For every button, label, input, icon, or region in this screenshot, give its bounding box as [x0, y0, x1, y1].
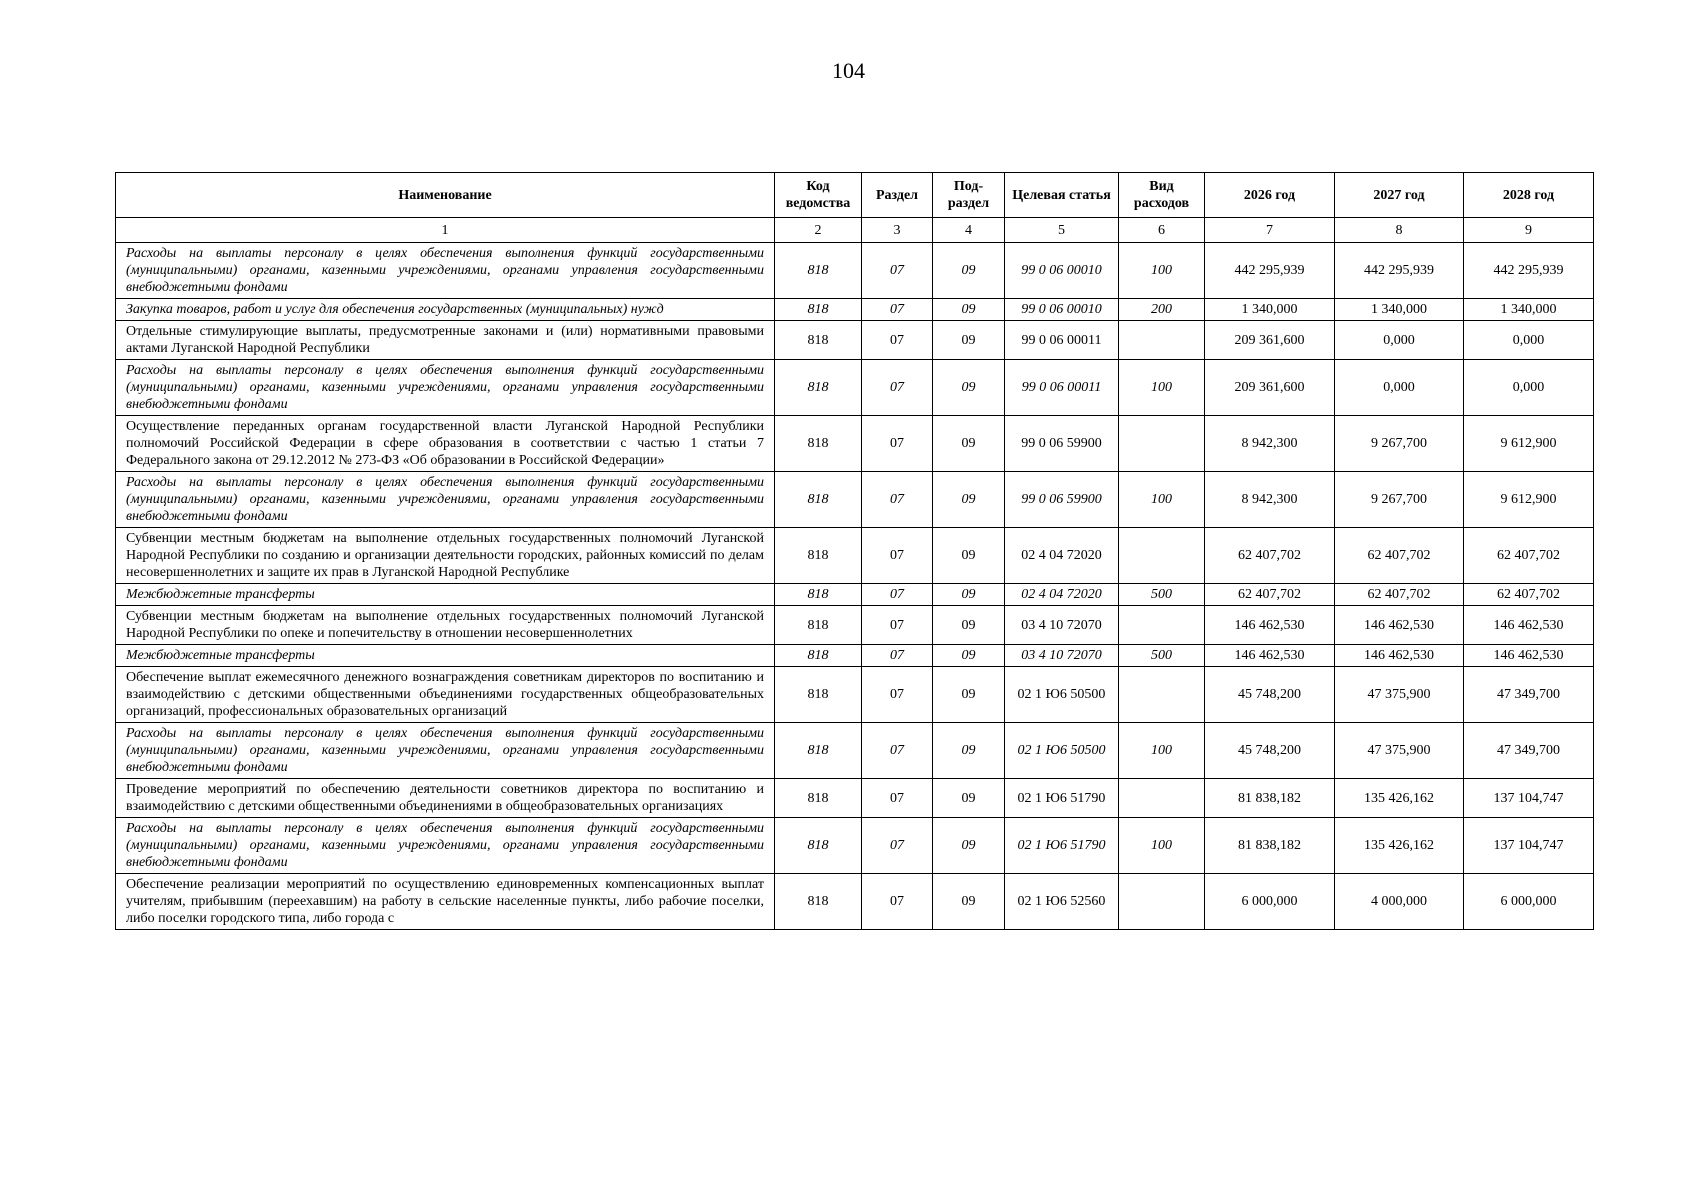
- cell-target-article: 02 1 Ю6 50500: [1005, 667, 1119, 723]
- cell-section: 07: [862, 416, 933, 472]
- cell-section: 07: [862, 779, 933, 818]
- cell-dept-code: 818: [775, 528, 862, 584]
- cell-amount-2026: 6 000,000: [1205, 874, 1335, 930]
- column-number-row: [116, 218, 1594, 243]
- cell-dept-code: 818: [775, 874, 862, 930]
- cell-amount-2028: 146 462,530: [1464, 606, 1594, 645]
- column-number: 1: [116, 218, 775, 243]
- cell-section: 07: [862, 584, 933, 606]
- page-number: 104: [832, 58, 865, 83]
- cell-dept-code: 818: [775, 321, 862, 360]
- cell-name: Межбюджетные трансферты: [116, 584, 775, 606]
- cell-subsection: 09: [933, 584, 1005, 606]
- cell-amount-2028: 9 612,900: [1464, 416, 1594, 472]
- header-target-article: Целевая статья: [1005, 173, 1119, 218]
- cell-amount-2026: 1 340,000: [1205, 299, 1335, 321]
- cell-section: 07: [862, 472, 933, 528]
- cell-amount-2027: 47 375,900: [1335, 723, 1464, 779]
- cell-dept-code: 818: [775, 606, 862, 645]
- cell-amount-2028: 146 462,530: [1464, 645, 1594, 667]
- cell-expense-type: [1119, 874, 1205, 930]
- column-number: 7: [1205, 218, 1335, 243]
- cell-expense-type: 500: [1119, 584, 1205, 606]
- cell-expense-type: [1119, 321, 1205, 360]
- column-number: 3: [862, 218, 933, 243]
- cell-dept-code: 818: [775, 667, 862, 723]
- cell-dept-code: 818: [775, 779, 862, 818]
- cell-amount-2026: 45 748,200: [1205, 667, 1335, 723]
- cell-name: Отдельные стимулирующие выплаты, предусмотренные законами и (или) нормативными правовыми актами Луганской Народной Республики: [116, 321, 775, 360]
- column-number: 5: [1005, 218, 1119, 243]
- cell-subsection: 09: [933, 645, 1005, 667]
- cell-target-article: 03 4 10 72070: [1005, 606, 1119, 645]
- cell-amount-2027: 62 407,702: [1335, 528, 1464, 584]
- cell-dept-code: 818: [775, 243, 862, 299]
- cell-section: 07: [862, 243, 933, 299]
- header-section: Раздел: [862, 173, 933, 218]
- cell-expense-type: [1119, 667, 1205, 723]
- cell-amount-2027: 135 426,162: [1335, 779, 1464, 818]
- cell-amount-2027: 146 462,530: [1335, 645, 1464, 667]
- cell-amount-2026: 209 361,600: [1205, 360, 1335, 416]
- cell-amount-2028: 442 295,939: [1464, 243, 1594, 299]
- column-number: 9: [1464, 218, 1594, 243]
- cell-amount-2028: 6 000,000: [1464, 874, 1594, 930]
- cell-subsection: 09: [933, 874, 1005, 930]
- table-row: [116, 779, 1594, 818]
- cell-amount-2026: 209 361,600: [1205, 321, 1335, 360]
- column-number: 8: [1335, 218, 1464, 243]
- cell-amount-2027: 135 426,162: [1335, 818, 1464, 874]
- cell-dept-code: 818: [775, 472, 862, 528]
- cell-subsection: 09: [933, 667, 1005, 723]
- table-row: [116, 360, 1594, 416]
- cell-subsection: 09: [933, 243, 1005, 299]
- column-number: 4: [933, 218, 1005, 243]
- table-row: [116, 321, 1594, 360]
- cell-expense-type: 200: [1119, 299, 1205, 321]
- header-2028: 2028 год: [1464, 173, 1594, 218]
- cell-amount-2027: 0,000: [1335, 321, 1464, 360]
- cell-name: Субвенции местным бюджетам на выполнение отдельных государственных полномочий Луганской Народной Республики по созданию и организации деятельности городских, районных комиссий по делам несовершеннолетних и защите их прав в Луганской Народной Республике: [116, 528, 775, 584]
- cell-amount-2026: 8 942,300: [1205, 472, 1335, 528]
- cell-subsection: 09: [933, 321, 1005, 360]
- cell-name: Субвенции местным бюджетам на выполнение отдельных государственных полномочий Луганской Народной Республики по опеке и попечительству в отношении несовершеннолетних: [116, 606, 775, 645]
- cell-amount-2028: 9 612,900: [1464, 472, 1594, 528]
- cell-amount-2027: 146 462,530: [1335, 606, 1464, 645]
- cell-section: 07: [862, 360, 933, 416]
- cell-amount-2028: 47 349,700: [1464, 723, 1594, 779]
- cell-amount-2028: 62 407,702: [1464, 528, 1594, 584]
- cell-amount-2026: 62 407,702: [1205, 528, 1335, 584]
- table-row: [116, 243, 1594, 299]
- header-2027: 2027 год: [1335, 173, 1464, 218]
- cell-subsection: 09: [933, 299, 1005, 321]
- cell-target-article: 02 4 04 72020: [1005, 584, 1119, 606]
- cell-subsection: 09: [933, 723, 1005, 779]
- cell-name: Проведение мероприятий по обеспечению деятельности советников директора по воспитанию и взаимодействию с детскими общественными объединениями в общеобразовательных организациях: [116, 779, 775, 818]
- column-number: 2: [775, 218, 862, 243]
- cell-expense-type: [1119, 528, 1205, 584]
- cell-section: 07: [862, 528, 933, 584]
- cell-target-article: 99 0 06 00011: [1005, 321, 1119, 360]
- table-row: [116, 645, 1594, 667]
- cell-target-article: 02 1 Ю6 51790: [1005, 818, 1119, 874]
- table-row: [116, 528, 1594, 584]
- table-row: [116, 416, 1594, 472]
- cell-name: Расходы на выплаты персоналу в целях обеспечения выполнения функций государственными (муниципальными) органами, казенными учреждениями, органами управления государственными внебюджетными фондами: [116, 818, 775, 874]
- table-row: [116, 818, 1594, 874]
- cell-target-article: 99 0 06 00011: [1005, 360, 1119, 416]
- cell-amount-2026: 62 407,702: [1205, 584, 1335, 606]
- cell-name: Расходы на выплаты персоналу в целях обеспечения выполнения функций государственными (муниципальными) органами, казенными учреждениями, органами управления государственными внебюджетными фондами: [116, 243, 775, 299]
- cell-amount-2028: 137 104,747: [1464, 818, 1594, 874]
- cell-target-article: 99 0 06 00010: [1005, 299, 1119, 321]
- budget-table: [115, 172, 1594, 930]
- cell-dept-code: 818: [775, 584, 862, 606]
- cell-section: 07: [862, 606, 933, 645]
- cell-subsection: 09: [933, 528, 1005, 584]
- cell-name: Расходы на выплаты персоналу в целях обеспечения выполнения функций государственными (муниципальными) органами, казенными учреждениями, органами управления государственными внебюджетными фондами: [116, 472, 775, 528]
- cell-amount-2028: 137 104,747: [1464, 779, 1594, 818]
- cell-expense-type: 100: [1119, 818, 1205, 874]
- table-body: [116, 243, 1594, 930]
- cell-dept-code: 818: [775, 299, 862, 321]
- cell-name: Обеспечение выплат ежемесячного денежного вознаграждения советникам директоров по воспитанию и взаимодействию с детскими общественными объединениями государственных общеобразовательных организаций, профессиональных образовательных организаций: [116, 667, 775, 723]
- header-expense-type: Вид расходов: [1119, 173, 1205, 218]
- cell-target-article: 99 0 06 00010: [1005, 243, 1119, 299]
- table-row: [116, 874, 1594, 930]
- cell-expense-type: [1119, 606, 1205, 645]
- cell-section: 07: [862, 818, 933, 874]
- table-row: [116, 667, 1594, 723]
- cell-expense-type: 100: [1119, 243, 1205, 299]
- cell-section: 07: [862, 321, 933, 360]
- cell-amount-2027: 1 340,000: [1335, 299, 1464, 321]
- table-row: [116, 299, 1594, 321]
- cell-section: 07: [862, 723, 933, 779]
- cell-target-article: 02 1 Ю6 51790: [1005, 779, 1119, 818]
- cell-amount-2028: 0,000: [1464, 321, 1594, 360]
- cell-amount-2027: 47 375,900: [1335, 667, 1464, 723]
- cell-amount-2026: 81 838,182: [1205, 779, 1335, 818]
- cell-amount-2028: 62 407,702: [1464, 584, 1594, 606]
- cell-target-article: 99 0 06 59900: [1005, 472, 1119, 528]
- cell-subsection: 09: [933, 779, 1005, 818]
- cell-section: 07: [862, 874, 933, 930]
- cell-dept-code: 818: [775, 723, 862, 779]
- cell-target-article: 02 1 Ю6 50500: [1005, 723, 1119, 779]
- cell-subsection: 09: [933, 818, 1005, 874]
- cell-section: 07: [862, 645, 933, 667]
- cell-subsection: 09: [933, 472, 1005, 528]
- cell-subsection: 09: [933, 416, 1005, 472]
- cell-expense-type: [1119, 416, 1205, 472]
- cell-amount-2027: 9 267,700: [1335, 416, 1464, 472]
- cell-amount-2028: 0,000: [1464, 360, 1594, 416]
- cell-amount-2026: 146 462,530: [1205, 606, 1335, 645]
- cell-amount-2026: 45 748,200: [1205, 723, 1335, 779]
- column-number: 6: [1119, 218, 1205, 243]
- cell-amount-2027: 9 267,700: [1335, 472, 1464, 528]
- cell-expense-type: 500: [1119, 645, 1205, 667]
- cell-dept-code: 818: [775, 360, 862, 416]
- cell-name: Осуществление переданных органам государственной власти Луганской Народной Республики полномочий Российской Федерации в сфере образования в соответствии с частью 1 статьи 7 Федерального закона от 29.12.2012 № 273-ФЗ «Об образовании в Российской Федерации»: [116, 416, 775, 472]
- cell-name: Расходы на выплаты персоналу в целях обеспечения выполнения функций государственными (муниципальными) органами, казенными учреждениями, органами управления государственными внебюджетными фондами: [116, 360, 775, 416]
- table-row: [116, 472, 1594, 528]
- cell-amount-2027: 4 000,000: [1335, 874, 1464, 930]
- cell-name: Межбюджетные трансферты: [116, 645, 775, 667]
- cell-subsection: 09: [933, 360, 1005, 416]
- table-row: [116, 584, 1594, 606]
- table-row: [116, 723, 1594, 779]
- cell-amount-2026: 146 462,530: [1205, 645, 1335, 667]
- cell-amount-2028: 1 340,000: [1464, 299, 1594, 321]
- cell-target-article: 03 4 10 72070: [1005, 645, 1119, 667]
- cell-dept-code: 818: [775, 818, 862, 874]
- cell-target-article: 99 0 06 59900: [1005, 416, 1119, 472]
- cell-name: Закупка товаров, работ и услуг для обеспечения государственных (муниципальных) нужд: [116, 299, 775, 321]
- cell-expense-type: 100: [1119, 472, 1205, 528]
- cell-expense-type: 100: [1119, 723, 1205, 779]
- cell-target-article: 02 4 04 72020: [1005, 528, 1119, 584]
- cell-amount-2027: 0,000: [1335, 360, 1464, 416]
- cell-amount-2027: 442 295,939: [1335, 243, 1464, 299]
- cell-dept-code: 818: [775, 645, 862, 667]
- header-name: Наименование: [116, 173, 775, 218]
- header-subsection: Под-раздел: [933, 173, 1005, 218]
- cell-target-article: 02 1 Ю6 52560: [1005, 874, 1119, 930]
- cell-amount-2026: 8 942,300: [1205, 416, 1335, 472]
- header-2026: 2026 год: [1205, 173, 1335, 218]
- cell-expense-type: 100: [1119, 360, 1205, 416]
- cell-amount-2026: 81 838,182: [1205, 818, 1335, 874]
- header-row: [116, 173, 1594, 218]
- cell-name: Обеспечение реализации мероприятий по осуществлению единовременных компенсационных выплат учителям, прибывшим (переехавшим) на работу в сельские населенные пункты, либо рабочие поселки, либо поселки городского типа, либо города с: [116, 874, 775, 930]
- cell-dept-code: 818: [775, 416, 862, 472]
- cell-name: Расходы на выплаты персоналу в целях обеспечения выполнения функций государственными (муниципальными) органами, казенными учреждениями, органами управления государственными внебюджетными фондами: [116, 723, 775, 779]
- cell-expense-type: [1119, 779, 1205, 818]
- cell-section: 07: [862, 299, 933, 321]
- cell-amount-2026: 442 295,939: [1205, 243, 1335, 299]
- table-row: [116, 606, 1594, 645]
- cell-section: 07: [862, 667, 933, 723]
- header-dept-code: Код ведомства: [775, 173, 862, 218]
- cell-amount-2027: 62 407,702: [1335, 584, 1464, 606]
- cell-subsection: 09: [933, 606, 1005, 645]
- cell-amount-2028: 47 349,700: [1464, 667, 1594, 723]
